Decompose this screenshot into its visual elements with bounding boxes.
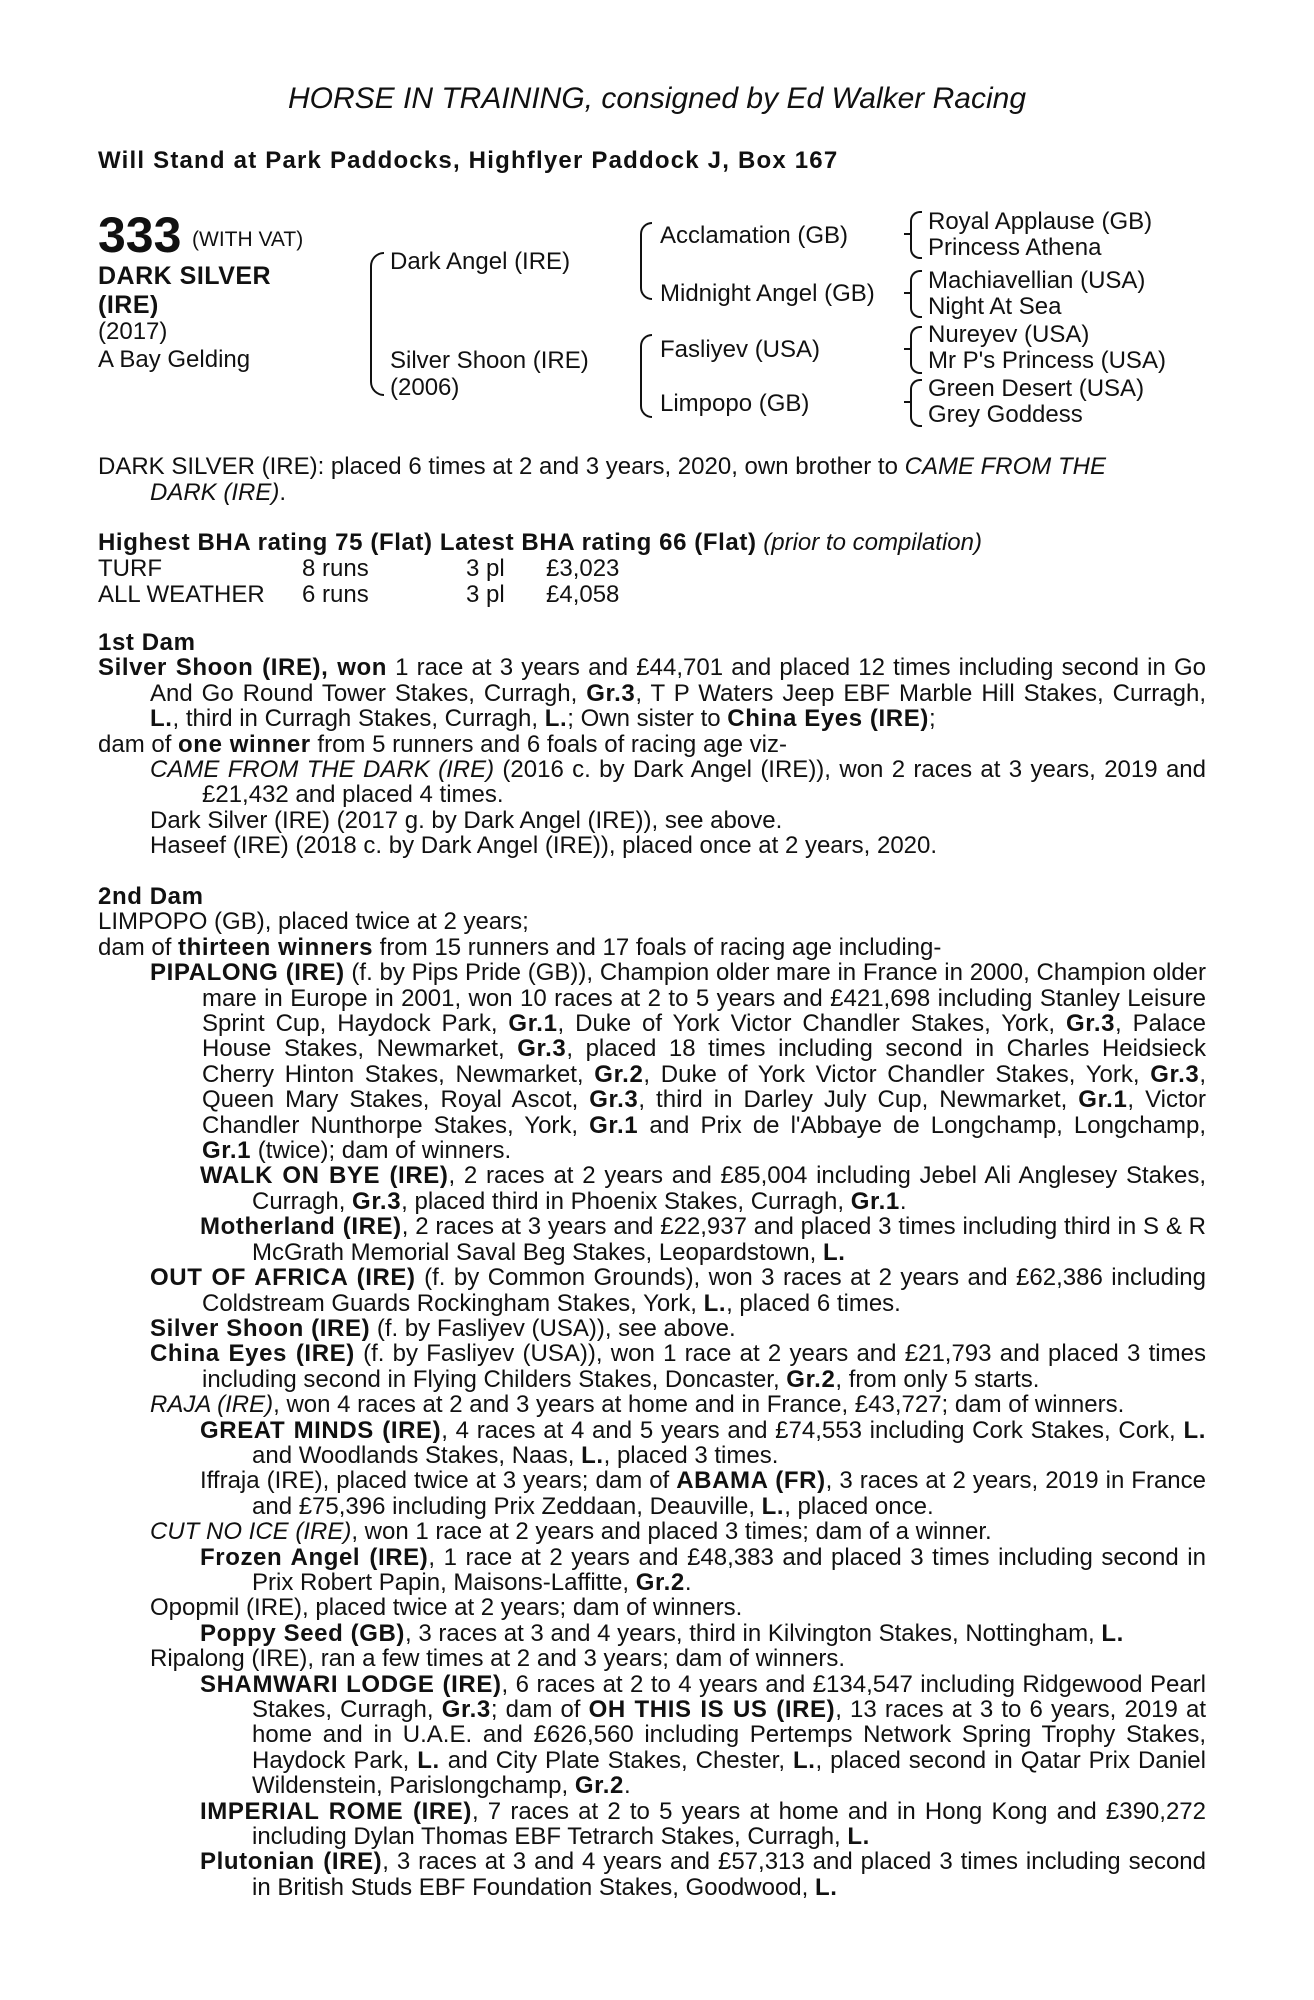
grade: Gr.2 <box>635 1568 685 1596</box>
grade: Gr.3 <box>352 1187 402 1215</box>
produce-entry <box>200 1672 1206 1799</box>
produce-text: , 3 races at 2 years, 2019 in France and £75,396 including Prix Zeddaan, Deauville, <box>252 1467 1207 1520</box>
listed: L. <box>1101 1619 1124 1647</box>
listed: L. <box>417 1746 440 1774</box>
record-row <box>98 582 698 608</box>
produce-text: Iffraja (IRE), placed twice at 3 years; dam of <box>200 1467 677 1495</box>
produce-name: OH THIS IS US (IRE) <box>588 1696 836 1723</box>
listed: L. <box>581 1441 604 1469</box>
produce-text: , 4 races at 4 and 5 years and £74,553 including Cork Stakes, Cork, <box>441 1416 1184 1444</box>
record-earnings: £4,058 <box>546 580 620 608</box>
produce-text: , from only 5 starts. <box>835 1365 1040 1393</box>
produce-entry: Haseef (IRE) (2018 c. by Dark Angel (IRE)), placed once at 2 years, 2020. <box>150 832 938 860</box>
produce-name: Motherland (IRE) <box>200 1213 402 1241</box>
grade: Gr.3 <box>1065 1010 1116 1038</box>
listed: L. <box>544 705 568 733</box>
bha-rating <box>98 530 982 556</box>
horse-description: A Bay Gelding <box>98 346 251 373</box>
produce-name: Silver Shoon (IRE) <box>150 1314 371 1342</box>
produce-entry <box>200 1468 1206 1519</box>
produce-text: and City Plate Stakes, Chester, <box>439 1746 793 1774</box>
pedigree-g4: Night At Sea <box>928 293 1062 320</box>
produce-entry: Dark Silver (IRE) (2017 g. by Dark Angel (IRE)), see above. <box>150 806 783 834</box>
record-earnings: £3,023 <box>546 555 620 582</box>
pedigree-g7: Green Desert (USA) <box>928 375 1145 402</box>
produce-text: , 2 races at 3 years and £22,937 and placed 3 times including third in S & R McGrath Memorial Saval Beg Stakes, Leopardstown, <box>252 1213 1206 1266</box>
produce-text: , won 1 race at 2 years and placed 3 times; dam of a winner. <box>351 1518 992 1546</box>
summary-end: . <box>279 478 287 506</box>
produce-entry <box>200 1799 1206 1850</box>
pedigree-brace-main <box>370 252 384 396</box>
produce-text: , 13 races at 3 to 6 years, 2019 at home and in U.A.E. and £626,560 including Pertemps Network Spring Trophy Stakes, Haydock Park, <box>252 1696 1207 1774</box>
produce-text: , Duke of York Victor Chandler Stakes, York, <box>557 1010 1066 1038</box>
produce-name: SHAMWARI LODGE (IRE) <box>200 1670 502 1698</box>
first-dam-text: 1 race at 3 years and £44,701 and placed 12 times including second in Go And Go Round Tower Stakes, Curragh, <box>150 654 1206 707</box>
lot-number: 333 <box>98 207 182 263</box>
summary-brother-cont: DARK (IRE) <box>150 478 280 506</box>
produce-entry <box>150 1392 1206 1417</box>
sister-name: China Eyes (IRE) <box>727 705 929 733</box>
pedigree-sire-sire: Acclamation (GB) <box>660 222 849 249</box>
pedigree-g8: Grey Goddess <box>928 401 1083 428</box>
produce-text: , won 4 races at 2 and 3 years at home and in France, £43,727; dam of winners. <box>273 1391 1125 1419</box>
horse-name <box>98 262 271 320</box>
pedigree-dam-year: (2006) <box>390 374 460 401</box>
produce-name: Plutonian (IRE) <box>200 1848 383 1876</box>
produce-name: Frozen Angel (IRE) <box>200 1543 429 1571</box>
consignment-header: HORSE IN TRAINING, consigned by Ed Walker Racing <box>287 82 1027 115</box>
produce-text: and Woodlands Stakes, Naas, <box>252 1441 582 1469</box>
produce-entry <box>200 1163 1206 1214</box>
produce-entry <box>150 1265 1206 1316</box>
grade: Gr.3 <box>441 1696 491 1723</box>
horse-name-line1: DARK SILVER <box>98 262 272 290</box>
pedigree-dam-sire: Fasliyev (USA) <box>660 336 821 363</box>
produce-text: , third in Darley July Cup, Newmarket, <box>638 1086 1079 1114</box>
first-dam-name: Silver Shoon (IRE) <box>98 654 322 682</box>
first-dam-text: from 5 runners and 6 foals of racing age viz- <box>310 730 787 758</box>
grade: Gr.3 <box>589 1086 639 1114</box>
pedigree-g6: Mr P's Princess (USA) <box>928 347 1166 374</box>
listed: L. <box>822 1238 846 1266</box>
grade: Gr.1 <box>850 1187 900 1215</box>
first-dam-won: , won <box>321 654 387 682</box>
grade: Gr.1 <box>1078 1086 1128 1114</box>
produce-text: (2016 c. by Dark Angel (IRE)), won 2 races at 3 years, 2019 and £21,432 and placed 4 times. <box>202 756 1206 809</box>
pedigree-sire: Dark Angel (IRE) <box>390 248 571 275</box>
second-dam-heading: 2nd Dam <box>98 883 204 910</box>
produce-text: , placed third in Phoenix Stakes, Curragh, <box>401 1187 851 1215</box>
pedigree-brace-g2 <box>910 270 922 318</box>
produce-text: and Prix de l'Abbaye de Longchamp, Longchamp, <box>638 1111 1206 1139</box>
produce-text: , Victor Chandler Nunthorpe Stakes, York, <box>202 1086 1207 1139</box>
produce-entry <box>200 1214 1206 1265</box>
horse-name-line2: (IRE) <box>98 291 159 319</box>
listed: L. <box>847 1823 870 1851</box>
pedigree-brace-g1 <box>910 211 922 259</box>
produce-text: (f. by Fasliyev (USA)), see above. <box>370 1314 736 1342</box>
record-placed: 3 pl <box>466 580 505 608</box>
produce-entry <box>200 1545 1206 1596</box>
produce-text: , 1 race at 2 years and £48,383 and placed 3 times including second in Prix Robert Papin, Maisons-Laffitte, <box>252 1543 1206 1596</box>
produce-entry <box>150 1519 1206 1544</box>
listed: L. <box>1183 1416 1206 1444</box>
pedigree-brace-g4 <box>910 379 922 427</box>
produce-name: ABAMA (FR) <box>676 1467 826 1495</box>
produce-name: IMPERIAL ROME (IRE) <box>200 1797 472 1825</box>
first-dam-section <box>98 630 1206 859</box>
record-runs: 8 runs <box>302 555 369 582</box>
produce-name: GREAT MINDS (IRE) <box>200 1416 442 1444</box>
produce-name: China Eyes (IRE) <box>150 1340 355 1368</box>
grade: Gr.2 <box>574 1772 624 1800</box>
second-dam-text: dam of <box>98 933 179 961</box>
produce-name: CAME FROM THE DARK (IRE) <box>150 756 495 784</box>
produce-name: OUT OF AFRICA (IRE) <box>150 1264 416 1292</box>
first-dam-heading: 1st Dam <box>98 629 196 656</box>
produce-text: (f. by Pips Pride (GB)), Champion older mare in France in 2000, Champion older mare in Europe in 2001, won 10 races at 2 to 5 years and £421,698 including Stanley Leisure Sprint Cup, Haydock Park, <box>202 959 1207 1038</box>
pedigree-g2: Princess Athena <box>928 234 1102 261</box>
produce-text: , placed 3 times. <box>603 1441 779 1469</box>
grade: Gr.3 <box>586 679 636 707</box>
vat-note: (WITH VAT) <box>192 228 304 251</box>
grade: Gr.3 <box>1150 1060 1200 1088</box>
listed: L. <box>814 1873 838 1901</box>
produce-entry: Ripalong (IRE), ran a few times at 2 and 3 years; dam of winners. <box>150 1645 845 1673</box>
produce-text: , placed 6 times. <box>726 1289 901 1317</box>
second-dam-produce <box>98 935 1206 960</box>
produce-text: , 6 races at 2 to 4 years and £134,547 including Ridgewood Pearl Stakes, Curragh, <box>252 1670 1206 1723</box>
pedigree-brace-sire <box>640 222 652 300</box>
stand-location: Will Stand at Park Paddocks, Highflyer Paddock J, Box 167 <box>98 147 839 174</box>
produce-entry <box>200 1849 1206 1900</box>
produce-text: , 3 races at 3 and 4 years and £57,313 and placed 3 times including second in British Studs EBF Foundation Stakes, Goodwood, <box>252 1848 1206 1901</box>
produce-text: . <box>623 1772 631 1800</box>
record-row <box>98 556 698 582</box>
pedigree-dam: Silver Shoon (IRE) <box>390 347 589 374</box>
pedigree-g1: Royal Applause (GB) <box>928 208 1153 235</box>
listed: L. <box>792 1746 816 1774</box>
produce-text: (twice); dam of winners. <box>251 1137 512 1165</box>
horse-details <box>98 318 250 374</box>
second-dam-record: LIMPOPO (GB), placed twice at 2 years; <box>98 908 529 936</box>
grade: Gr.2 <box>594 1060 644 1088</box>
produce-entry: Opopmil (IRE), placed twice at 2 years; dam of winners. <box>150 1594 743 1622</box>
race-record-table <box>98 556 698 607</box>
second-dam-section <box>98 884 1206 1900</box>
pedigree-sire-dam: Midnight Angel (GB) <box>660 280 875 307</box>
grade: Gr.1 <box>202 1137 252 1165</box>
produce-text: , 2 races at 2 years and £85,004 including Jebel Ali Anglesey Stakes, Curragh, <box>252 1162 1206 1215</box>
summary <box>98 454 1208 505</box>
first-dam-text: , third in Curragh Stakes, Curragh, <box>172 705 545 733</box>
first-dam-text: , T P Waters Jeep EBF Marble Hill Stakes, Curragh, <box>635 679 1206 707</box>
produce-name: PIPALONG (IRE) <box>150 959 345 987</box>
listed: L. <box>150 705 173 733</box>
first-dam-text: dam of <box>98 730 179 758</box>
produce-entry <box>200 1418 1206 1469</box>
produce-text: , placed once. <box>784 1492 934 1520</box>
listed: L. <box>703 1289 727 1317</box>
produce-name: CUT NO ICE (IRE) <box>150 1518 352 1546</box>
record-placed: 3 pl <box>466 555 505 582</box>
pedigree-g3: Machiavellian (USA) <box>928 267 1146 294</box>
produce-entry <box>200 1621 1206 1646</box>
produce-entry <box>150 1316 1206 1341</box>
produce-text: ; dam of <box>490 1696 589 1723</box>
summary-text: DARK SILVER (IRE): placed 6 times at 2 and 3 years, 2020, own brother to <box>98 453 905 480</box>
produce-text: . <box>899 1187 907 1215</box>
first-dam-text: ; <box>928 705 936 733</box>
grade: Gr.1 <box>589 1111 639 1139</box>
produce-text: , 3 races at 3 and 4 years, third in Kilvington Stakes, Nottingham, <box>405 1619 1102 1647</box>
pedigree-g5: Nureyev (USA) <box>928 321 1090 348</box>
produce-text: , 7 races at 2 to 5 years at home and in Hong Kong and £390,272 including Dylan Thomas EBF Tetrarch Stakes, Curragh, <box>252 1797 1206 1851</box>
summary-brother: CAME FROM THE <box>904 453 1106 480</box>
record-surface: TURF <box>98 555 162 582</box>
produce-text: , placed 18 times including second in Charles Heidsieck Cherry Hinton Stakes, Newmarket, <box>202 1035 1207 1088</box>
produce-text: (f. by Common Grounds), won 3 races at 2 years and £62,386 including Coldstream Guards Rockingham Stakes, York, <box>202 1264 1206 1317</box>
record-runs: 6 runs <box>302 580 369 608</box>
produce-name: WALK ON BYE (IRE) <box>200 1162 449 1190</box>
produce-text: , Palace House Stakes, Newmarket, <box>202 1010 1207 1063</box>
grade: Gr.2 <box>786 1365 836 1393</box>
winner-count: one winner <box>178 730 311 758</box>
winner-count: thirteen winners <box>178 933 374 961</box>
produce-text: , placed second in Qatar Prix Daniel Wildenstein, Parislongchamp, <box>252 1746 1206 1800</box>
first-dam-text: ; Own sister to <box>567 705 728 733</box>
produce-entry <box>150 960 1206 1163</box>
produce-text: , Duke of York Victor Chandler Stakes, York, <box>643 1060 1151 1088</box>
produce-text: (f. by Fasliyev (USA)), won 1 race at 2 years and £21,793 and placed 3 times including second in Flying Childers Stakes, Doncaster, <box>202 1340 1206 1393</box>
first-dam-record <box>98 655 1206 731</box>
record-surface: ALL WEATHER <box>98 580 265 608</box>
produce-text: , Queen Mary Stakes, Royal Ascot, <box>202 1060 1207 1114</box>
second-dam-text: from 15 runners and 17 foals of racing age including- <box>373 933 942 961</box>
produce-entry <box>150 757 1206 808</box>
foaling-year: (2017) <box>98 318 168 345</box>
rating-note: (prior to compilation) <box>763 529 982 556</box>
pedigree-brace-g3 <box>910 326 922 374</box>
produce-name: RAJA (IRE) <box>150 1391 274 1419</box>
listed: L. <box>761 1492 785 1520</box>
rating-text: Highest BHA rating 75 (Flat) Latest BHA rating 66 (Flat) <box>98 529 757 556</box>
produce-entry <box>150 1341 1206 1392</box>
produce-name: Poppy Seed (GB) <box>200 1619 406 1647</box>
pedigree-brace-dam <box>640 334 652 418</box>
grade: Gr.1 <box>508 1010 558 1038</box>
pedigree-dam-dam: Limpopo (GB) <box>660 390 810 417</box>
first-dam-produce <box>98 732 1206 757</box>
produce-text: . <box>684 1568 692 1596</box>
grade: Gr.3 <box>517 1035 567 1063</box>
